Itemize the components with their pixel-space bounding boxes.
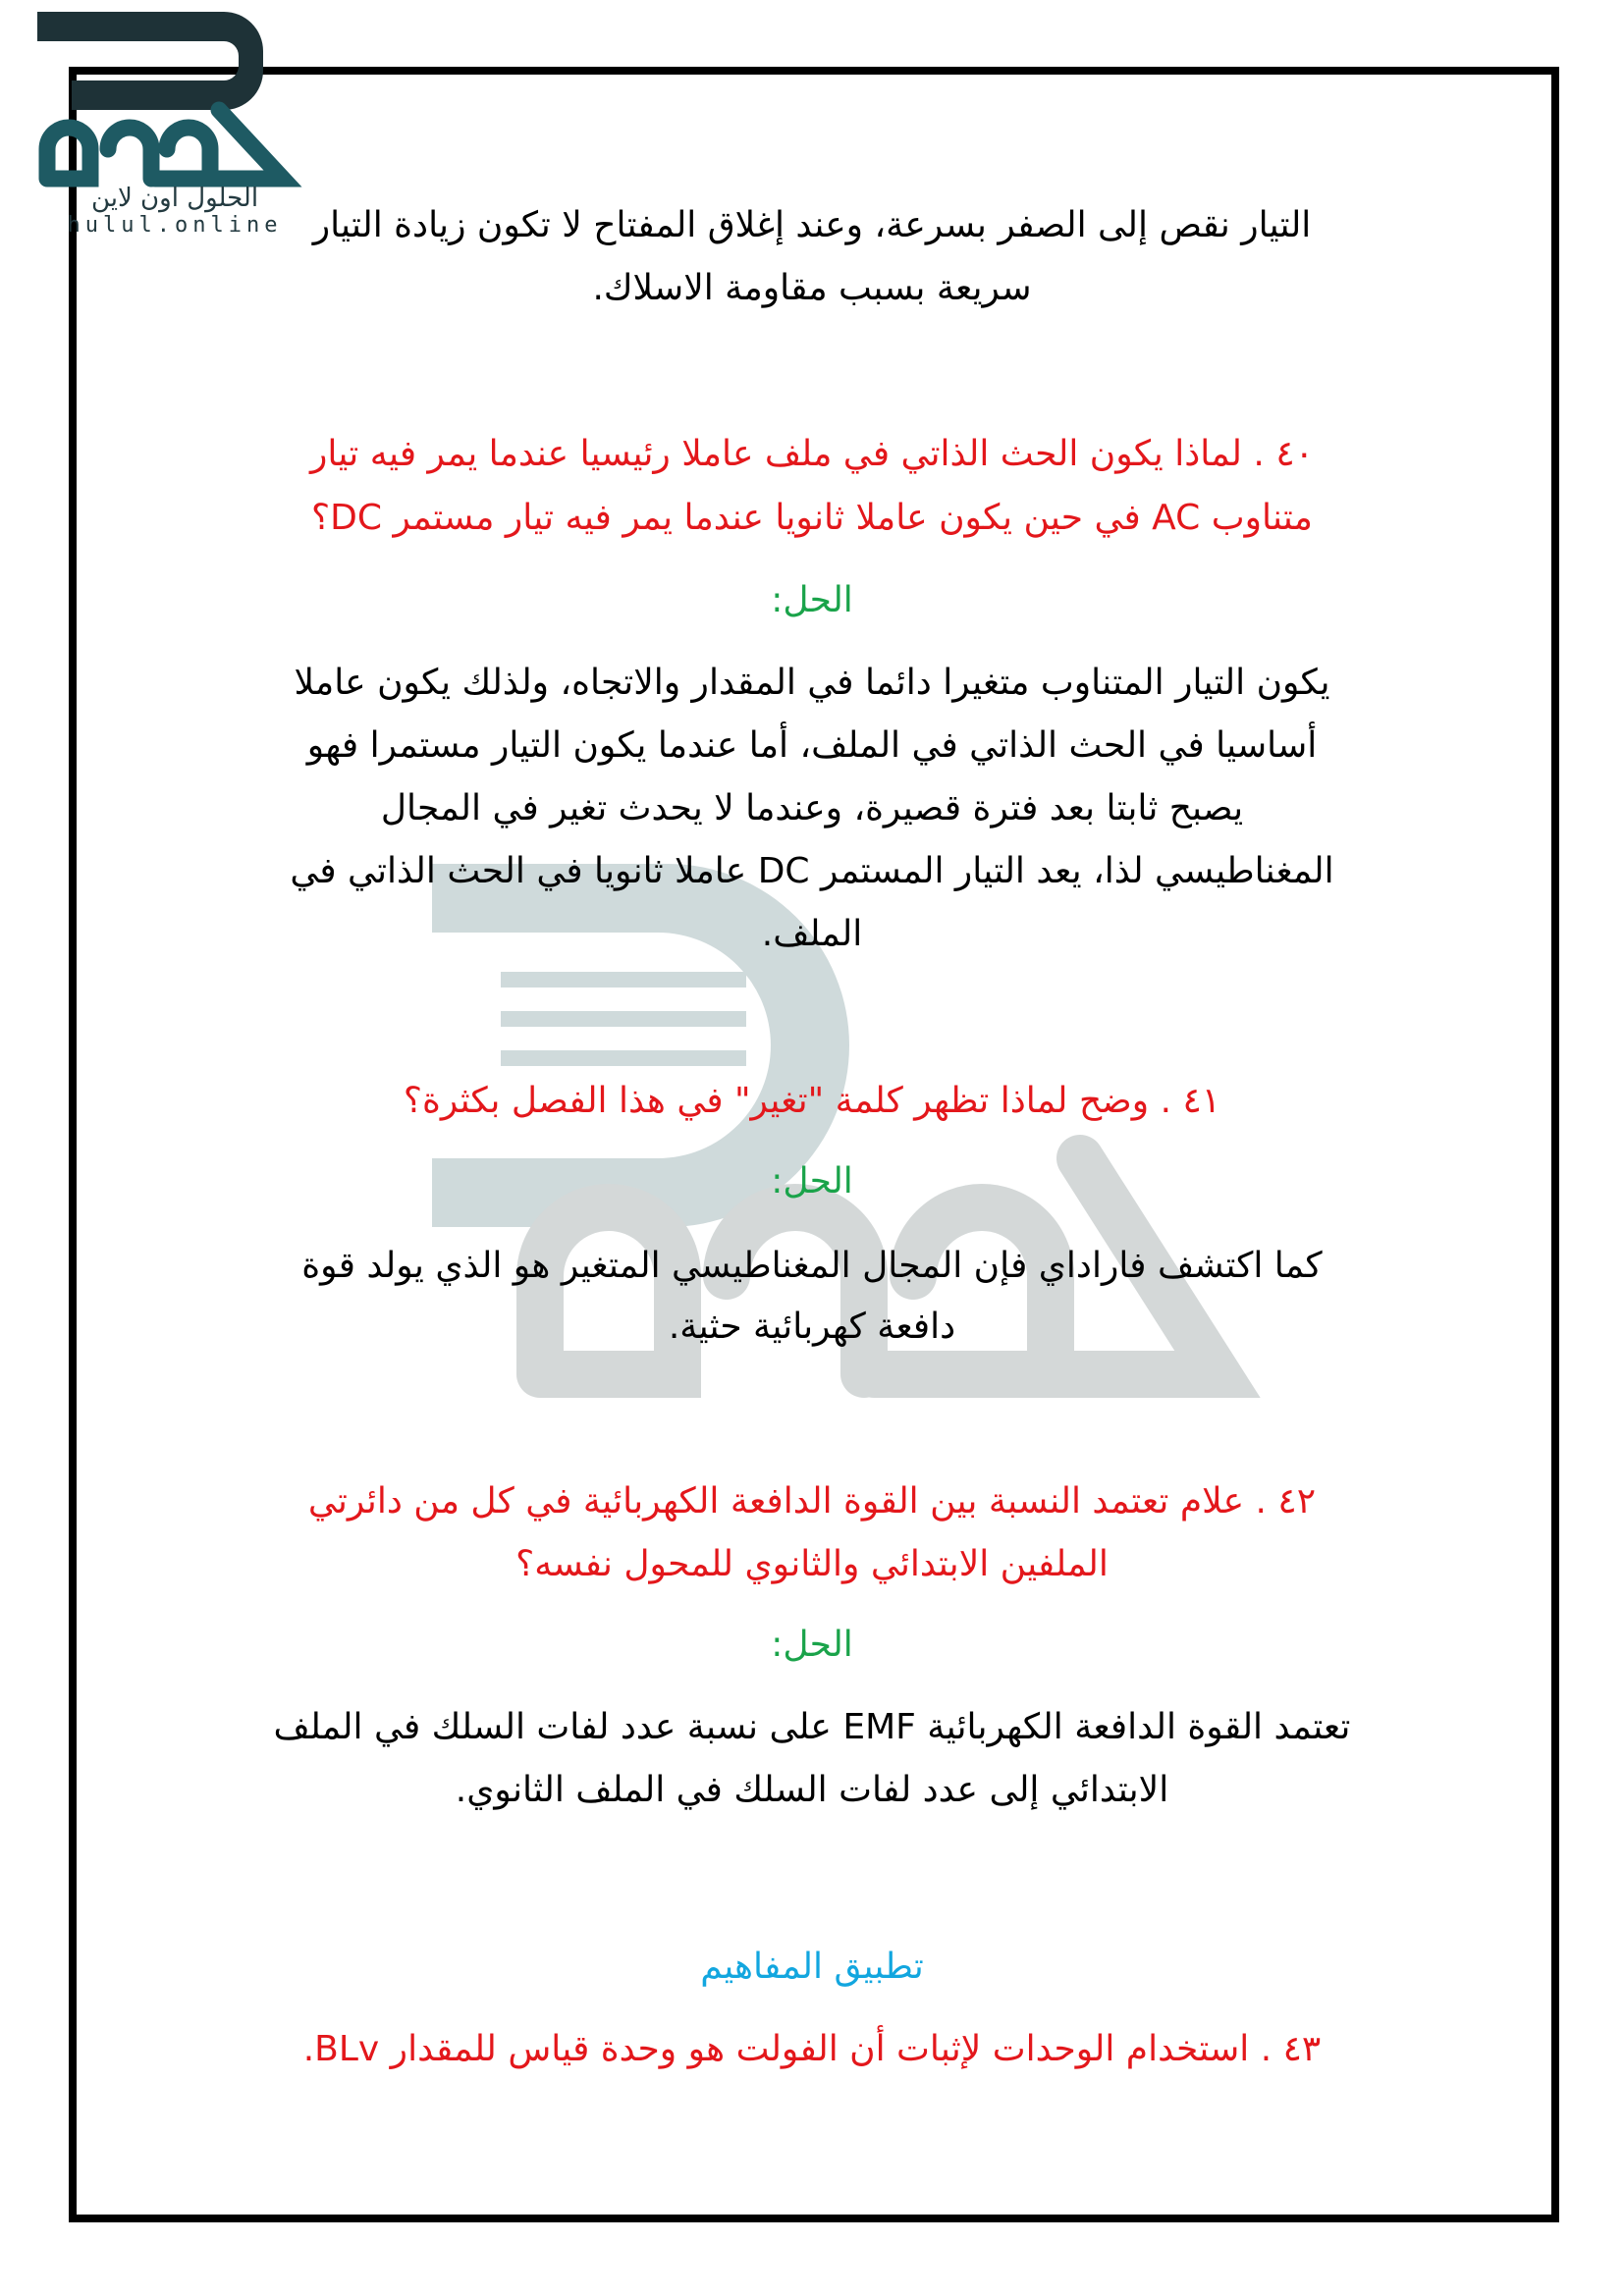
question-42-line-2: الملفين الابتدائي والثانوي للمحول نفسه؟ — [515, 1544, 1109, 1584]
question-41: ٤١ . وضح لماذا تظهر كلمة "تغير" في هذا الفصل بكثرة؟ — [403, 1081, 1221, 1121]
answer-40-line-3: يصبح ثابتا بعد فترة قصيرة، وعندما لا يحدث تغير في المجال — [380, 788, 1244, 828]
answer-41-line-2: دافعة كهربائية حثية. — [668, 1307, 956, 1347]
answer-40-line-1: يكون التيار المتناوب متغيرا دائما في المقدار والاتجاه، ولذلك يكون عاملا — [294, 663, 1330, 703]
logo-latin-text: hulul.online — [67, 213, 283, 238]
answer-40-line-4: المغناطيسي لذا، يعد التيار المستمر DC عاملا ثانويا في الحث الذاتي في — [290, 851, 1334, 891]
logo-arabic-text: الحلول اون لاين — [90, 184, 259, 213]
answer-42-line-2: الابتدائي إلى عدد لفات السلك في الملف الثانوي. — [455, 1770, 1169, 1810]
section-title: تطبيق المفاهيم — [700, 1947, 924, 1987]
solution-label-42: الحل: — [771, 1625, 853, 1665]
intro-line-2: سريعة بسبب مقاومة الاسلاك. — [592, 268, 1032, 308]
answer-42-line-1: تعتمد القوة الدافعة الكهربائية EMF على نسبة عدد لفات السلك في الملف — [273, 1707, 1351, 1747]
question-43: ٤٣ . استخدام الوحدات لإثبات أن الفولت هو وحدة قياس للمقدار BLv. — [302, 2029, 1322, 2069]
answer-41-line-1: كما اكتشف فاراداي فإن المجال المغناطيسي المتغير هو الذي يولد قوة — [301, 1246, 1323, 1286]
solution-label-40: الحل: — [771, 580, 853, 620]
answer-40-line-2: أساسيا في الحث الذاتي في الملف، أما عندما يكون التيار مستمرا فهو — [306, 725, 1318, 766]
solution-label-41: الحل: — [771, 1161, 853, 1201]
question-40-line-2: متناوب AC في حين يكون عاملا ثانويا عندما يمر فيه تيار مستمر DC؟ — [311, 498, 1313, 538]
question-40-line-1: ٤٠ . لماذا يكون الحث الذاتي في ملف عاملا رئيسيا عندما يمر فيه تيار — [310, 434, 1314, 474]
answer-40-line-5: الملف. — [761, 914, 863, 954]
intro-line-1: التيار نقص إلى الصفر بسرعة، وعند إغلاق المفتاح لا تكون زيادة التيار — [312, 205, 1312, 245]
question-42-line-1: ٤٢ . علام تعتمد النسبة بين القوة الدافعة الكهربائية في كل من دائرتي — [307, 1481, 1317, 1522]
